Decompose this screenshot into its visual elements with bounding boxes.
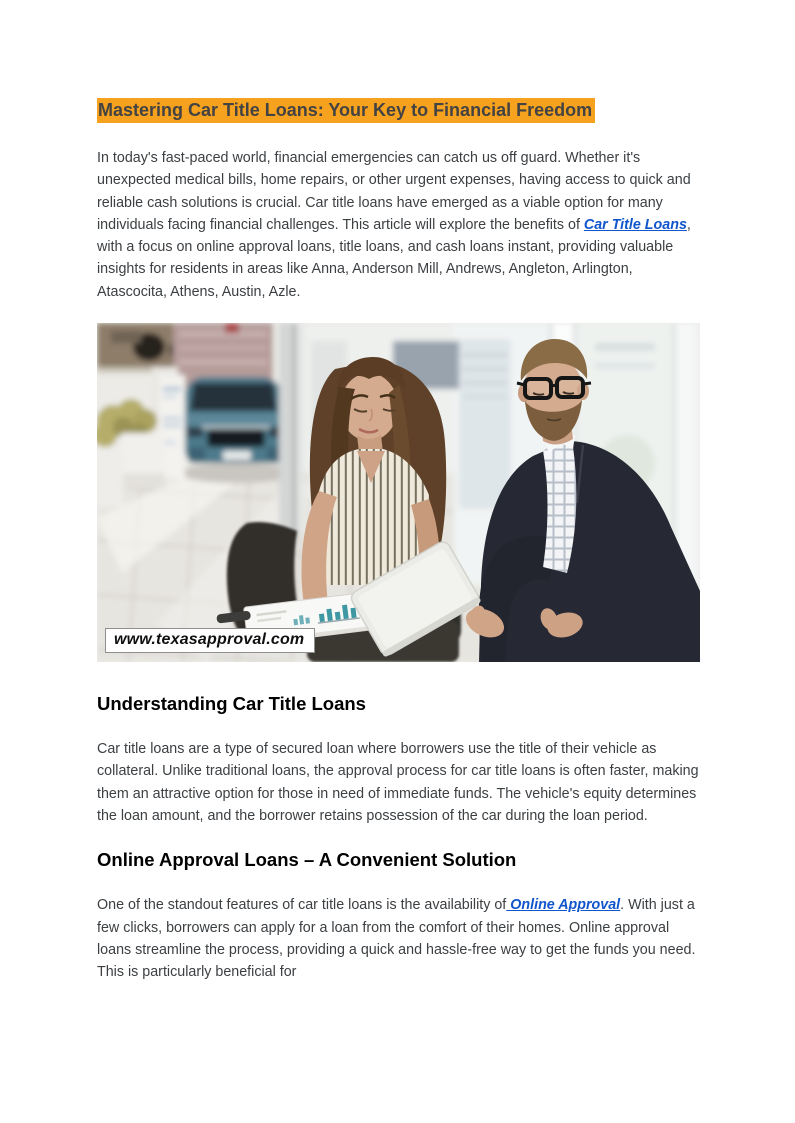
- intro-text-after-link: , with a focus on online approval loans, title loans, and cash loans instant, providing valuable insights for residents in areas like Anna, Anderson Mill, Andrews, Angleton, Arlington, Atascocita, Athens, Austin, Azle.: [97, 216, 691, 300]
- online-approval-link[interactable]: Online Approval: [506, 897, 621, 914]
- image-watermark: www.texasapproval.com: [105, 628, 315, 653]
- hero-image: [97, 323, 700, 662]
- heading-understanding: Understanding Car Title Loans: [97, 693, 366, 715]
- intro-paragraph: [97, 147, 700, 303]
- page-title: [97, 97, 700, 123]
- car-title-loans-link[interactable]: Car Title Loans: [583, 216, 687, 233]
- understanding-paragraph: Car title loans are a type of secured loan where borrowers use the title of their vehicle as collateral. Unlike traditional loans, the approval process for car title loans is often faster, making them an attractive option for those in need of immediate funds. The vehicle's equity determines the loan amount, and the borrower retains possession of the car during the loan period.: [97, 741, 699, 824]
- dealership-scene-illustration: [97, 323, 700, 662]
- online-approval-paragraph: [97, 894, 700, 983]
- online-text-after-link: . With just a few clicks, borrowers can apply for a loan from the comfort of their homes. Online approval loans streamline the process, providing a quick and hassle-free way to get the funds you need. This is particularly beneficial for: [97, 897, 696, 981]
- showroom-car: [179, 377, 295, 483]
- title-highlight: Mastering Car Title Loans: Your Key to Financial Freedom: [97, 98, 595, 123]
- intro-text-before-link: In today's fast-paced world, financial emergencies can catch us off guard. Whether it's unexpected medical bills, home repairs, or other urgent expenses, having access to quick and reliable cash solutions is crucial. Car title loans have emerged as a viable option for many individuals facing financial challenges. This article will explore the benefits of: [97, 150, 691, 233]
- online-text-before-link: One of the standout features of car title loans is the availability of: [97, 897, 507, 914]
- heading-online-approval: Online Approval Loans – A Convenient Solution: [97, 849, 517, 871]
